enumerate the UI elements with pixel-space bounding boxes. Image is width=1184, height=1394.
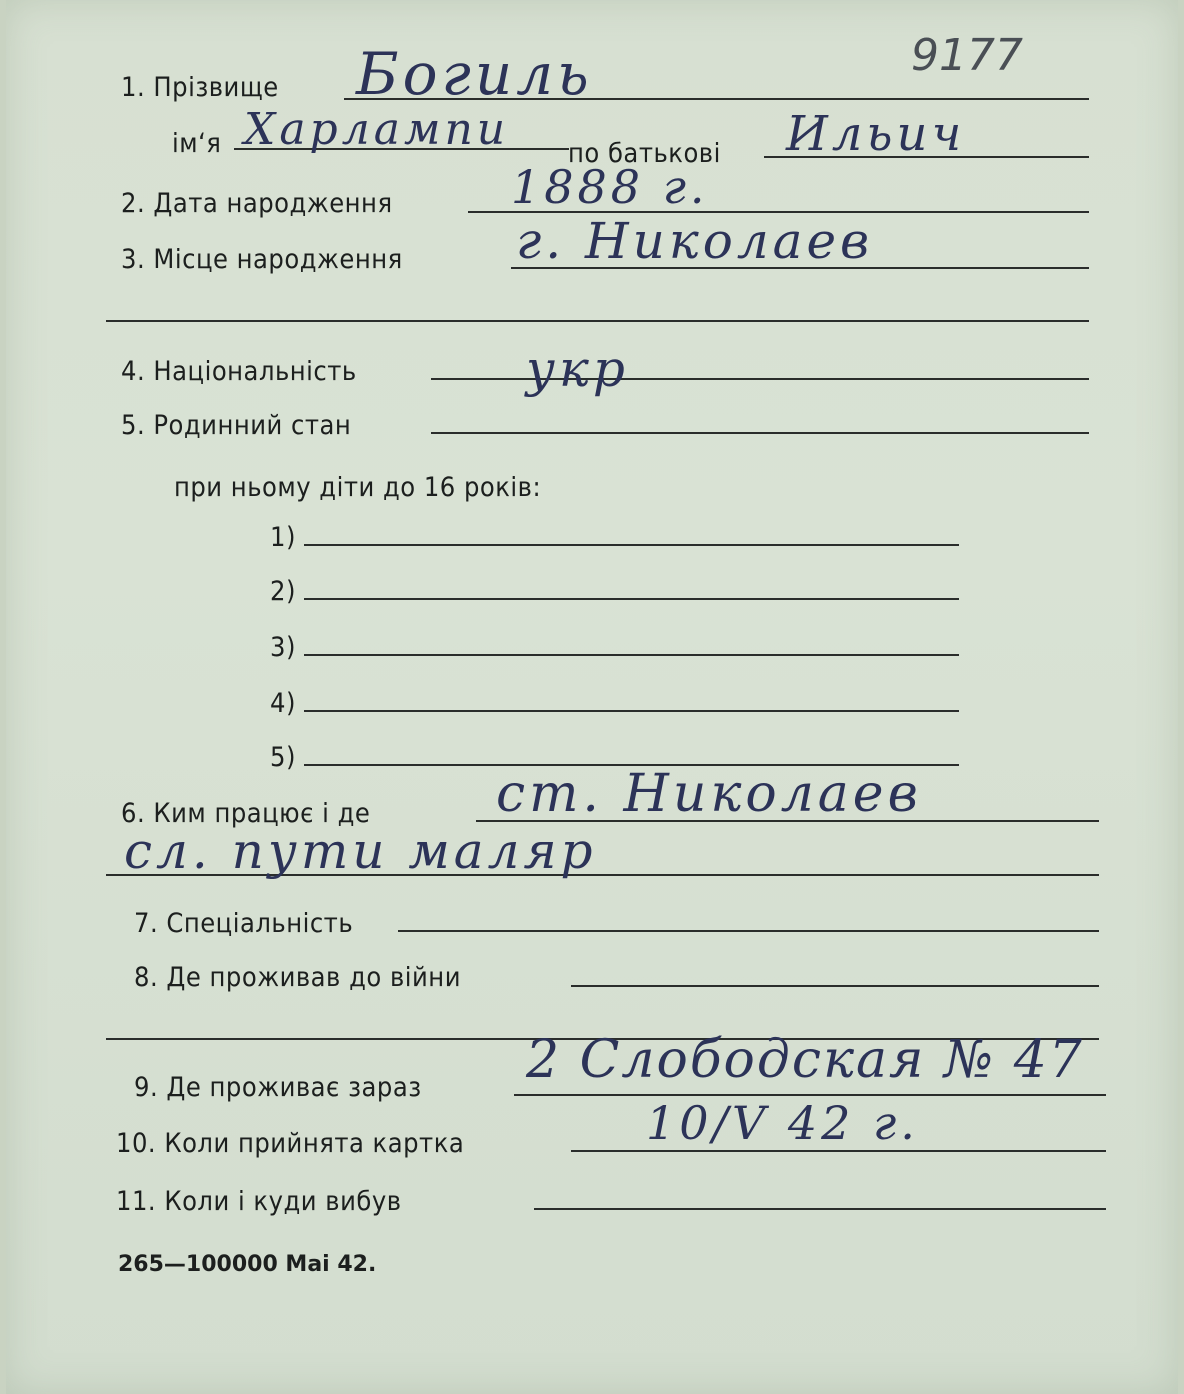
card-accepted-label: 10. Коли прийнята картка bbox=[116, 1128, 465, 1159]
work-label: 6. Ким працює і де bbox=[121, 798, 371, 829]
card-accepted-line bbox=[571, 1150, 1106, 1152]
departure-label: 11. Коли і куди вибув bbox=[116, 1186, 402, 1217]
birth-place-line-2 bbox=[106, 320, 1089, 322]
child-1-label: 1) bbox=[270, 522, 296, 553]
child-3-label: 3) bbox=[270, 632, 296, 663]
child-2-line bbox=[304, 598, 959, 600]
work-entry-1: ст. Николаев bbox=[496, 764, 922, 824]
child-5-label: 5) bbox=[270, 742, 296, 773]
name-label: ім‘я bbox=[172, 128, 222, 159]
specialty-label: 7. Спеціальність bbox=[134, 908, 354, 939]
child-4-label: 4) bbox=[270, 688, 296, 719]
print-code: 265—100000 Mai 42. bbox=[118, 1252, 377, 1277]
children-label: при ньому діти до 16 років: bbox=[174, 472, 542, 503]
child-4-line bbox=[304, 710, 959, 712]
family-status-line bbox=[431, 432, 1089, 434]
birth-date-entry: 1888 г. bbox=[511, 160, 709, 214]
prewar-residence-label: 8. Де проживав до війни bbox=[134, 962, 461, 993]
surname-label: 1. Прізвище bbox=[121, 72, 279, 103]
archive-number: 9177 bbox=[911, 30, 1023, 81]
child-3-line bbox=[304, 654, 959, 656]
nationality-label: 4. Національність bbox=[121, 356, 357, 387]
family-status-label: 5. Родинний стан bbox=[121, 410, 352, 441]
nationality-entry: укр bbox=[526, 340, 629, 398]
departure-line bbox=[534, 1208, 1106, 1210]
registration-card bbox=[6, 0, 1178, 1394]
prewar-residence-line bbox=[571, 985, 1099, 987]
patronymic-entry: Ильич bbox=[786, 106, 966, 162]
work-entry-2: сл. пути маляр bbox=[124, 822, 597, 880]
name-entry: Харлампи bbox=[244, 104, 510, 155]
birth-date-label: 2. Дата народження bbox=[121, 188, 393, 219]
child-2-label: 2) bbox=[270, 576, 296, 607]
current-residence-label: 9. Де проживає зараз bbox=[134, 1072, 422, 1103]
birth-place-label: 3. Місце народження bbox=[121, 244, 403, 275]
birth-place-entry: г. Николаев bbox=[516, 212, 874, 270]
surname-entry: Богиль bbox=[356, 40, 593, 108]
child-1-line bbox=[304, 544, 959, 546]
specialty-line bbox=[398, 930, 1099, 932]
current-residence-entry: 2 Слободская № 47 bbox=[526, 1030, 1084, 1090]
patronymic-label: по батькові bbox=[568, 138, 721, 169]
card-accepted-entry: 10/V 42 г. bbox=[646, 1096, 919, 1150]
